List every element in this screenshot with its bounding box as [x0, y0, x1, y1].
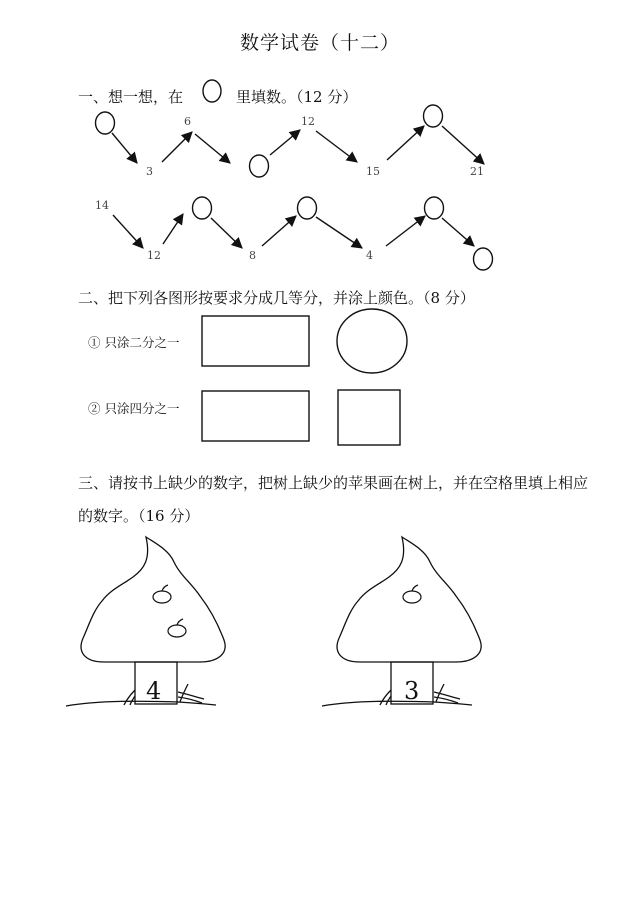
tree-icon-2 [322, 537, 481, 706]
row2-number-1: 14 [95, 199, 109, 212]
row1-number-4: 15 [366, 165, 380, 178]
tree1-apple-icon-2 [168, 619, 186, 637]
row1-arrow-icon-7 [442, 126, 484, 164]
row2-blank-circle-icon-4[interactable] [474, 248, 493, 270]
row2-arrow-icon-2 [163, 214, 183, 244]
q2-item1-label: ① 只涂二分之一 [88, 335, 180, 350]
row2-number-2: 12 [147, 249, 161, 262]
row2-arrow-icon-4 [262, 216, 296, 246]
row1-arrow-icon-1 [112, 133, 137, 163]
q2-circle[interactable] [337, 309, 407, 373]
row1-number-3: 12 [301, 115, 315, 128]
q1-text-after: 里填数。（12 分） [236, 88, 358, 106]
tree1-number[interactable]: 4 [146, 677, 162, 705]
row2-arrow-icon-7 [442, 218, 474, 246]
row2-arrow-icon-5 [316, 217, 362, 248]
row1-arrow-icon-4 [270, 130, 300, 155]
row2-arrow-icon-1 [113, 215, 143, 248]
tree2-number[interactable]: 3 [404, 677, 420, 705]
q3-text-line1: 三、请按书上缺少的数字，把树上缺少的苹果画在树上，并在空格里填上相应 [78, 474, 589, 492]
row2-number-4: 4 [366, 249, 373, 262]
q2-square[interactable] [338, 390, 400, 445]
row1-blank-circle-icon-1[interactable] [96, 112, 115, 134]
row1-arrow-icon-5 [316, 131, 357, 162]
q3-text-line2: 的数字。（16 分） [78, 507, 200, 525]
q1-text-before: 一、想一想，在 [78, 88, 184, 106]
row1-number-1: 3 [146, 165, 153, 178]
row1-arrow-icon-3 [195, 134, 230, 163]
q2-item2-label: ② 只涂四分之一 [88, 401, 180, 416]
row2-number-3: 8 [249, 249, 256, 262]
row1-blank-circle-icon-3[interactable] [424, 105, 443, 127]
q2-rectangle-2[interactable] [202, 391, 309, 441]
q2-text: 二、把下列各图形按要求分成几等分，并涂上颜色。（8 分） [78, 289, 475, 307]
row1-arrow-icon-6 [387, 126, 424, 160]
tree2-apple-icon-1 [403, 585, 421, 603]
row2-arrow-icon-6 [386, 216, 425, 246]
tree1-apple-icon-1 [153, 585, 171, 603]
row1-arrow-icon-2 [162, 132, 192, 162]
row2-blank-circle-icon-3[interactable] [425, 197, 444, 219]
q2-rectangle-1[interactable] [202, 316, 309, 366]
row2-blank-circle-icon-1[interactable] [193, 197, 212, 219]
row1-number-5: 21 [470, 165, 484, 178]
page-title: 数学试卷（十二） [239, 32, 400, 54]
q1-inline-blank-circle-icon [203, 80, 221, 102]
row1-number-2: 6 [184, 115, 191, 128]
row2-arrow-icon-3 [211, 218, 242, 248]
row2-blank-circle-icon-2[interactable] [298, 197, 317, 219]
row1-blank-circle-icon-2[interactable] [250, 155, 269, 177]
